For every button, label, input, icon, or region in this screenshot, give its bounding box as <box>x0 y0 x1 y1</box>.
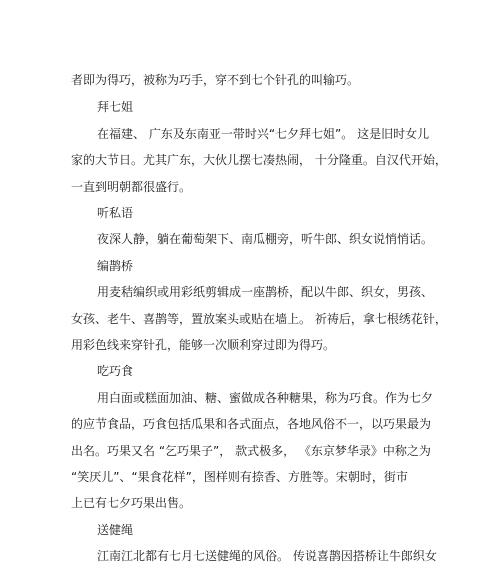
section-heading-ting-si-yu: 听私语 <box>97 206 134 220</box>
paragraph-line: 用彩色线来穿针孔，能够一次顺利穿过即为得巧。 <box>71 338 336 352</box>
paragraph-line: 家的大节日。尤其广东，大伙儿摆七凑热闹， 十分隆重。自汉代开始， <box>71 153 447 167</box>
section-heading-song-jian-sheng: 送健绳 <box>97 523 134 537</box>
section-heading-chi-qiao-shi: 吃巧食 <box>97 364 134 378</box>
section-heading-bai-qi-jie: 拜七姐 <box>97 100 134 114</box>
paragraph-line: 上已有七夕巧果出售。 <box>71 496 192 510</box>
paragraph-line: 者即为得巧，被称为巧手，穿不到七个针孔的叫输巧。 <box>71 73 360 87</box>
paragraph-line: 出名。巧果又名 “乞巧果子”， 款式极多， 《东京梦华录》中称之为 <box>71 444 431 458</box>
paragraph-line: 一直到明朝都很盛行。 <box>71 180 192 194</box>
section-heading-bian-que-qiao: 编鹊桥 <box>97 259 134 273</box>
paragraph-line: 的应节食品，巧食包括瓜果和各式面点，各地风俗不一，以巧果最为 <box>71 417 432 431</box>
paragraph-line: 在福建、 广东及东南亚一带时兴“七夕拜七姐”。 这是旧时女儿 <box>97 127 430 141</box>
paragraph-line: 江南江北都有七月七送健绳的风俗。 传说喜鹊因搭桥让牛郎织女 <box>97 549 437 563</box>
paragraph-line: 用麦秸编织或用彩纸剪辑成一座鹊桥，配以牛郎、织女，男孩、 <box>97 285 434 299</box>
paragraph-line: 用白面或糕面加油、糖、蜜做成各种糖果，称为巧食。作为七夕 <box>97 391 434 405</box>
paragraph-line: 夜深人静，躺在葡萄架下、南瓜棚旁，听牛郎、织女说悄悄话。 <box>97 232 434 246</box>
paragraph-line: 女孩、老牛、喜鹊等，置放案头或贴在墙上。 祈祷后，拿七根绣花针， <box>71 312 447 326</box>
paragraph-line: “笑厌儿”、“果食花样”，图样则有捺香、方胜等。宋朝时，街市 <box>71 470 408 484</box>
